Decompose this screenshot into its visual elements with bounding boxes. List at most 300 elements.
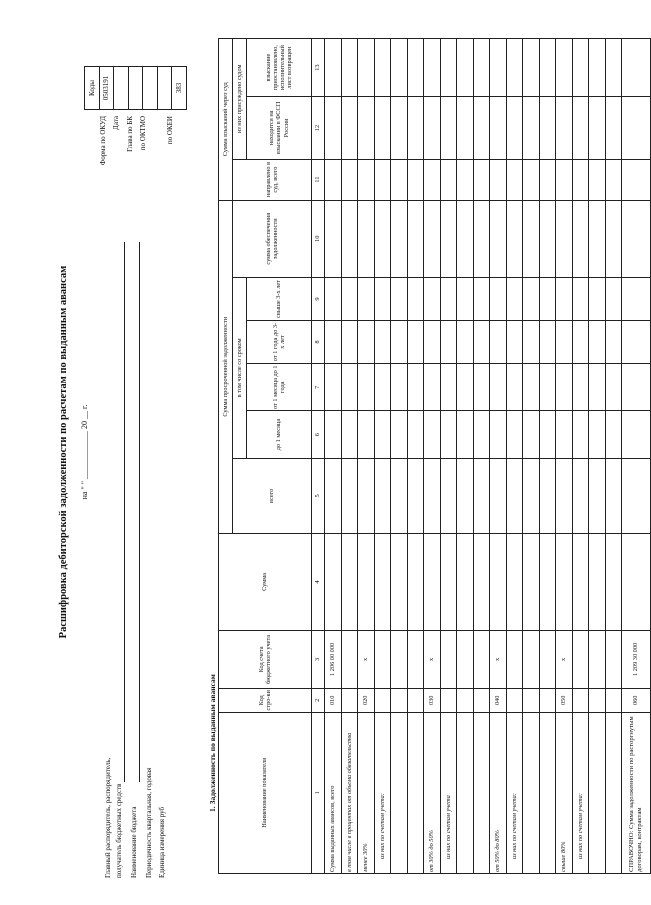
row-value-cell (605, 321, 622, 364)
row-value-cell (374, 321, 391, 364)
table-row (424, 39, 441, 874)
row-value-cell (506, 278, 523, 321)
row-value-cell (506, 97, 523, 159)
row-value-cell (539, 458, 556, 533)
header-sent-court: направлено в суд, всего (233, 159, 312, 200)
row-value-cell (374, 200, 391, 277)
header-1y-3y: от 1 года до 3-х лет (247, 321, 312, 364)
row-account (539, 630, 556, 688)
row-code (407, 688, 424, 712)
header-at-fssp: находится на взыскании в ФССП России (247, 97, 312, 159)
column-number: 12 (312, 97, 325, 159)
row-value-cell (556, 411, 573, 458)
row-value-cell (539, 39, 556, 97)
column-number: 7 (312, 364, 325, 411)
row-value-cell (589, 159, 606, 200)
row-code (374, 688, 391, 712)
header-overdue: Сумма просроченной задолженности (219, 200, 233, 534)
row-value-cell (556, 364, 573, 411)
row-value-cell (523, 39, 540, 97)
row-account (605, 630, 622, 688)
codes-header: Коды (85, 67, 100, 110)
row-value-cell (490, 39, 507, 97)
row-value-cell (457, 411, 474, 458)
column-number: 11 (312, 159, 325, 200)
header-line-budget (139, 242, 140, 782)
column-number: 2 (312, 688, 325, 712)
row-value-cell (391, 411, 408, 458)
row-value-cell (424, 278, 441, 321)
row-value-cell (589, 278, 606, 321)
row-value-cell (523, 200, 540, 277)
row-value-cell (424, 411, 441, 458)
header-of-awarded: из них присуждено судом (233, 39, 247, 160)
row-value-cell (506, 411, 523, 458)
row-value-cell (391, 321, 408, 364)
row-value-cell (325, 97, 342, 159)
row-account (589, 630, 606, 688)
row-value-cell (506, 321, 523, 364)
row-name (407, 712, 424, 873)
row-name (589, 712, 606, 873)
header-security: сумма обеспечения задолженности (233, 200, 312, 277)
row-account (457, 630, 474, 688)
row-name (457, 712, 474, 873)
row-name: из них по счетам учета: (374, 712, 391, 873)
row-value-cell (424, 97, 441, 159)
header-label-budget: Наименование бюджета (130, 806, 138, 878)
row-value-cell (490, 458, 507, 533)
label-okei: по ОКЕИ (166, 116, 174, 145)
table-row (341, 39, 358, 874)
code-okud: 0503191 (99, 67, 114, 110)
row-value-cell (358, 39, 375, 97)
column-number: 8 (312, 321, 325, 364)
row-account (407, 630, 424, 688)
row-value-cell (490, 321, 507, 364)
row-value-cell (605, 364, 622, 411)
code-okei: 383 (172, 67, 187, 110)
header-claimed: Сумма взысканий через суд (219, 39, 233, 201)
row-value-cell (440, 321, 457, 364)
row-value-cell (572, 411, 589, 458)
row-value-cell (341, 278, 358, 321)
table-row (572, 39, 589, 874)
row-code (440, 688, 457, 712)
row-value-cell (490, 159, 507, 200)
row-value-cell (473, 364, 490, 411)
row-value-cell (358, 200, 375, 277)
row-code (506, 688, 523, 712)
row-value-cell (523, 411, 540, 458)
row-value-cell (539, 364, 556, 411)
row-name: из них по счетам учета (440, 712, 457, 873)
row-value-cell (391, 200, 408, 277)
row-value-cell (407, 39, 424, 97)
row-value-cell (374, 278, 391, 321)
row-value-cell (523, 458, 540, 533)
row-value-cell (605, 534, 622, 631)
row-account (523, 630, 540, 688)
header-incl-term: в том числе со сроком (233, 278, 247, 459)
row-value-cell (341, 534, 358, 631)
row-value-cell (473, 39, 490, 97)
row-value-cell (457, 458, 474, 533)
table-row (605, 39, 622, 874)
row-name (523, 712, 540, 873)
row-value-cell (605, 411, 622, 458)
row-value-cell (506, 458, 523, 533)
row-value-cell (440, 159, 457, 200)
row-value-cell (589, 321, 606, 364)
row-value-cell (473, 200, 490, 277)
row-value-cell (358, 411, 375, 458)
row-name: от 30% до 50% (424, 712, 441, 873)
row-value-cell (589, 411, 606, 458)
row-name (605, 712, 622, 873)
row-value-cell (539, 321, 556, 364)
row-code (572, 688, 589, 712)
code-empty (157, 67, 172, 110)
header-name: Наименование показателя (219, 712, 312, 873)
row-value-cell (589, 534, 606, 631)
row-value-cell (523, 364, 540, 411)
row-value-cell (556, 200, 573, 277)
row-name (539, 712, 556, 873)
code-date (114, 67, 129, 110)
row-value-cell (622, 97, 651, 159)
section-title: 1. Задолженность по выданным авансам (208, 674, 217, 812)
row-account (473, 630, 490, 688)
label-date: Дата (112, 116, 120, 130)
row-value-cell (440, 364, 457, 411)
row-value-cell (341, 97, 358, 159)
row-value-cell (358, 159, 375, 200)
row-account (506, 630, 523, 688)
row-value-cell (556, 458, 573, 533)
row-value-cell (556, 321, 573, 364)
rotated-sheet (20, 22, 643, 882)
column-number: 10 (312, 200, 325, 277)
row-value-cell (490, 411, 507, 458)
table-row (473, 39, 490, 874)
receivables-table (218, 38, 651, 874)
column-number: 6 (312, 411, 325, 458)
row-name: от 50% до 80% (490, 712, 507, 873)
row-code (473, 688, 490, 712)
header-label-unit: Единица измерения руб (158, 806, 166, 878)
row-value-cell (506, 534, 523, 631)
row-account (440, 630, 457, 688)
row-code (539, 688, 556, 712)
row-value-cell (589, 97, 606, 159)
row-value-cell (440, 278, 457, 321)
column-number: 4 (312, 534, 325, 631)
row-name: менее 30% (358, 712, 375, 873)
row-value-cell (622, 364, 651, 411)
row-value-cell (424, 200, 441, 277)
row-account: x (490, 630, 507, 688)
row-value-cell (539, 97, 556, 159)
header-upto-1m: до 1 месяца (247, 411, 312, 458)
row-value-cell (572, 458, 589, 533)
row-value-cell (556, 278, 573, 321)
row-value-cell (424, 39, 441, 97)
row-value-cell (374, 458, 391, 533)
row-value-cell (622, 39, 651, 97)
row-value-cell (457, 278, 474, 321)
row-code (457, 688, 474, 712)
row-value-cell (424, 159, 441, 200)
header-1m-1y: от 1 месяца до 1 года (247, 364, 312, 411)
row-value-cell (374, 534, 391, 631)
row-name (473, 712, 490, 873)
row-account: 1 209 30 000 (622, 630, 651, 688)
document-title: Расшифровка дебиторской задолженности по расчетам по выданным авансам (58, 265, 69, 639)
column-numbers-row (312, 39, 325, 874)
label-okud: Форма по ОКУД (99, 116, 107, 166)
code-oktmo (143, 67, 158, 110)
row-value-cell (572, 159, 589, 200)
column-number: 5 (312, 458, 325, 533)
code-bk (128, 67, 143, 110)
label-oktmo: по ОКТМО (139, 116, 147, 151)
report-date-line: на " " ____________ 20 __ г. (80, 404, 89, 500)
row-value-cell (457, 159, 474, 200)
row-code (341, 688, 358, 712)
row-name: из них по счетам учета: (506, 712, 523, 873)
row-value-cell (407, 458, 424, 533)
row-account: x (358, 630, 375, 688)
row-value-cell (622, 458, 651, 533)
row-value-cell (490, 364, 507, 411)
table-row (358, 39, 375, 874)
row-value-cell (572, 278, 589, 321)
row-value-cell (473, 321, 490, 364)
table-row (589, 39, 606, 874)
header-over-3y: свыше 3-х лет (247, 278, 312, 321)
row-value-cell (407, 534, 424, 631)
row-value-cell (556, 159, 573, 200)
row-value-cell (341, 321, 358, 364)
row-value-cell (523, 321, 540, 364)
row-account (341, 630, 358, 688)
column-number: 3 (312, 630, 325, 688)
row-value-cell (424, 458, 441, 533)
row-code (605, 688, 622, 712)
row-value-cell (556, 97, 573, 159)
row-value-cell (341, 39, 358, 97)
row-value-cell (358, 278, 375, 321)
row-value-cell (391, 278, 408, 321)
column-number: 9 (312, 278, 325, 321)
header-code: Код стро-ки (219, 688, 312, 712)
table-row (622, 39, 651, 874)
row-value-cell (556, 39, 573, 97)
row-value-cell (358, 321, 375, 364)
row-value-cell (506, 159, 523, 200)
row-value-cell (407, 200, 424, 277)
row-value-cell (358, 534, 375, 631)
table-row (325, 39, 342, 874)
row-value-cell (358, 458, 375, 533)
row-value-cell (424, 534, 441, 631)
codes-table (84, 66, 187, 110)
row-value-cell (325, 364, 342, 411)
row-value-cell (539, 534, 556, 631)
row-value-cell (440, 534, 457, 631)
row-value-cell (473, 458, 490, 533)
row-value-cell (523, 534, 540, 631)
row-value-cell (605, 458, 622, 533)
row-value-cell (589, 458, 606, 533)
row-value-cell (440, 200, 457, 277)
row-value-cell (589, 200, 606, 277)
row-value-cell (341, 159, 358, 200)
row-value-cell (391, 458, 408, 533)
row-value-cell (374, 97, 391, 159)
row-code: 010 (325, 688, 342, 712)
row-value-cell (506, 364, 523, 411)
row-value-cell (605, 159, 622, 200)
row-value-cell (424, 364, 441, 411)
row-value-cell (490, 278, 507, 321)
row-code (391, 688, 408, 712)
row-value-cell (325, 200, 342, 277)
row-value-cell (391, 159, 408, 200)
row-value-cell (572, 321, 589, 364)
row-name: в том числе в процентах от объема обязательства (341, 712, 358, 873)
row-value-cell (506, 200, 523, 277)
row-value-cell (605, 39, 622, 97)
row-value-cell (605, 278, 622, 321)
row-value-cell (424, 321, 441, 364)
row-value-cell (407, 364, 424, 411)
row-value-cell (490, 200, 507, 277)
row-value-cell (506, 39, 523, 97)
row-value-cell (572, 200, 589, 277)
row-value-cell (605, 200, 622, 277)
row-value-cell (473, 159, 490, 200)
header-label-periodicity: Периодичность квартальная, годовая (145, 767, 153, 878)
row-value-cell (589, 364, 606, 411)
row-value-cell (539, 411, 556, 458)
row-value-cell (622, 200, 651, 277)
row-value-cell (440, 411, 457, 458)
row-value-cell (572, 97, 589, 159)
row-value-cell (440, 39, 457, 97)
column-number: 13 (312, 39, 325, 97)
table-row (539, 39, 556, 874)
row-code (523, 688, 540, 712)
row-value-cell (589, 39, 606, 97)
row-value-cell (622, 534, 651, 631)
table-body (325, 39, 651, 874)
row-value-cell (523, 278, 540, 321)
row-value-cell (473, 411, 490, 458)
row-value-cell (539, 159, 556, 200)
table-row (506, 39, 523, 874)
row-value-cell (457, 200, 474, 277)
row-code: 040 (490, 688, 507, 712)
row-value-cell (473, 534, 490, 631)
row-value-cell (440, 97, 457, 159)
label-bk-chapter: Глава по БК (126, 116, 134, 152)
row-code: 060 (622, 688, 651, 712)
header-total: всего (233, 458, 312, 533)
row-value-cell (341, 458, 358, 533)
row-code (589, 688, 606, 712)
row-value-cell (407, 97, 424, 159)
table-row (523, 39, 540, 874)
row-value-cell (325, 534, 342, 631)
row-account (391, 630, 408, 688)
header-line-recipient (124, 242, 125, 782)
row-value-cell (391, 97, 408, 159)
row-value-cell (523, 159, 540, 200)
header-label-recipient: получатель бюджетных средств (115, 783, 123, 878)
row-value-cell (325, 411, 342, 458)
row-value-cell (358, 364, 375, 411)
row-value-cell (457, 321, 474, 364)
header-account: Код счета бюджетного учета (219, 630, 312, 688)
row-value-cell (539, 278, 556, 321)
row-value-cell (374, 39, 391, 97)
row-value-cell (407, 411, 424, 458)
row-value-cell (325, 458, 342, 533)
row-value-cell (325, 159, 342, 200)
row-name: из них по счетам учета: (572, 712, 589, 873)
table-row (556, 39, 573, 874)
row-name (391, 712, 408, 873)
table-row (440, 39, 457, 874)
row-value-cell (440, 458, 457, 533)
row-value-cell (325, 278, 342, 321)
row-value-cell (374, 159, 391, 200)
table-row (490, 39, 507, 874)
row-value-cell (473, 97, 490, 159)
row-account: 1 206 00 000 (325, 630, 342, 688)
row-value-cell (556, 534, 573, 631)
row-value-cell (407, 159, 424, 200)
row-value-cell (457, 364, 474, 411)
row-value-cell (457, 39, 474, 97)
row-value-cell (325, 39, 342, 97)
row-value-cell (374, 364, 391, 411)
row-account: x (424, 630, 441, 688)
row-value-cell (490, 97, 507, 159)
header-suspended: взыскание приостановлено, исполнительный лист возвращен (247, 39, 312, 97)
row-value-cell (391, 534, 408, 631)
row-value-cell (341, 364, 358, 411)
row-value-cell (374, 411, 391, 458)
header-sum: Сумма (219, 534, 312, 631)
row-name: Сумма выданных авансов, всего (325, 712, 342, 873)
row-name: свыше 80% (556, 712, 573, 873)
row-value-cell (572, 364, 589, 411)
row-value-cell (325, 321, 342, 364)
row-value-cell (490, 534, 507, 631)
row-value-cell (539, 200, 556, 277)
column-number: 1 (312, 712, 325, 873)
header-label-manager: Главный распорядитель, распорядитель, (104, 757, 112, 878)
row-value-cell (605, 97, 622, 159)
row-value-cell (523, 97, 540, 159)
row-value-cell (358, 97, 375, 159)
row-value-cell (457, 97, 474, 159)
row-value-cell (457, 534, 474, 631)
table-row (407, 39, 424, 874)
